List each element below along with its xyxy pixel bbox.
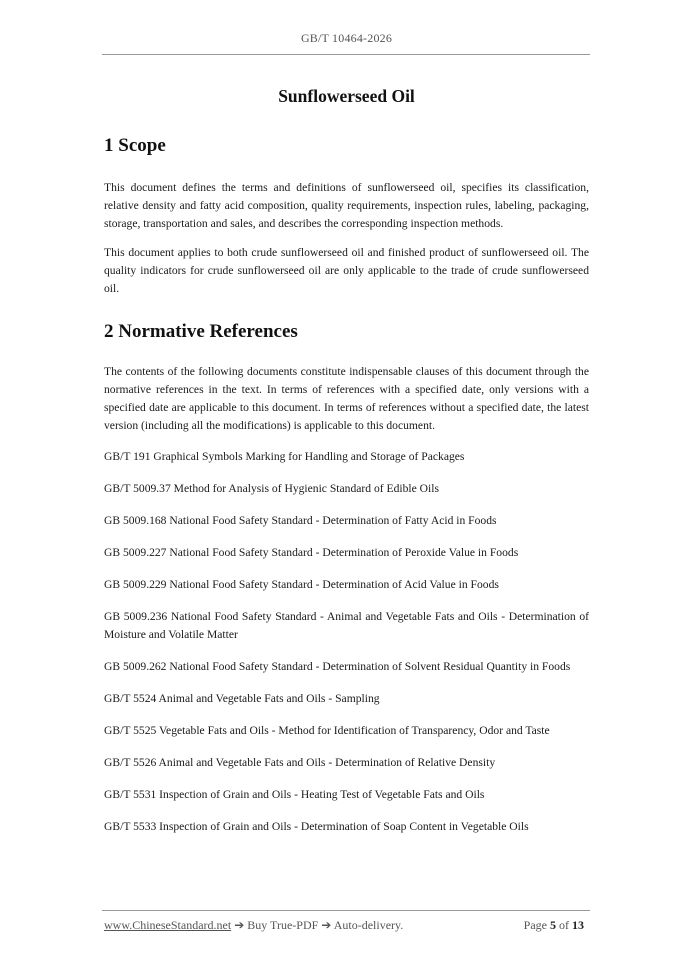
reference-item: GB/T 5525 Vegetable Fats and Oils - Method for Identification of Transparency, Odor and Taste	[104, 724, 550, 737]
scope-paragraph: This document defines the terms and definitions of sunflowerseed oil, specifies its classification, relative density and fatty acid composition, quality requirements, inspection rules, labeling, packaging, storage, transportation and sales, and describes the corresponding inspection methods.	[104, 181, 589, 230]
page-total: 13	[572, 918, 584, 932]
scope-paragraph: This document applies to both crude sunflowerseed oil and finished product of sunflowerseed oil. The quality indicators for crude sunflowerseed oil are only applicable to the trade of crude sunflowerseed oil.	[104, 246, 589, 295]
footer-divider	[102, 910, 590, 911]
site-link[interactable]: www.ChineseStandard.net	[104, 918, 232, 932]
reference-item: GB 5009.229 National Food Safety Standard - Determination of Acid Value in Foods	[104, 578, 499, 591]
reference-item: GB 5009.262 National Food Safety Standard - Determination of Solvent Residual Quantity in Foods	[104, 660, 571, 673]
of-label: of	[559, 918, 569, 932]
arrow-right-icon: ➔	[321, 918, 332, 932]
reference-item: GB/T 5531 Inspection of Grain and Oils - Heating Test of Vegetable Fats and Oils	[104, 788, 485, 801]
reference-item: GB 5009.168 National Food Safety Standard - Determination of Fatty Acid in Foods	[104, 514, 497, 527]
reference-list	[104, 448, 589, 836]
normative-intro-paragraph: The contents of the following documents constitute indispensable clauses of this document through the normative references in the text. In terms of references with a specified date, only versions with a specified date are applicable to this document. In terms of references without a specified date, the latest version (including all the modifications) is applicable to this document.	[104, 365, 589, 432]
footer-promo	[104, 918, 403, 933]
arrow-right-icon: ➔	[234, 918, 245, 932]
document-body	[104, 134, 589, 836]
reference-item: GB/T 5009.37 Method for Analysis of Hygienic Standard of Edible Oils	[104, 482, 440, 495]
header-divider	[102, 54, 590, 55]
header-doc-code: GB/T 10464-2026	[300, 31, 393, 45]
page-label: Page	[523, 918, 547, 932]
reference-item: GB/T 5526 Animal and Vegetable Fats and Oils - Determination of Relative Density	[104, 756, 496, 769]
reference-item: GB 5009.236 National Food Safety Standard - Animal and Vegetable Fats and Oils - Determination of Moisture and Volatile Matter	[104, 610, 589, 641]
section-heading-normative-references: 2 Normative References	[104, 321, 298, 342]
buy-pdf-text: Buy True-PDF	[247, 918, 319, 932]
reference-item: GB/T 191 Graphical Symbols Marking for Handling and Storage of Packages	[104, 450, 465, 463]
section-heading-scope: 1 Scope	[104, 135, 166, 156]
page-number	[524, 918, 584, 933]
reference-item: GB 5009.227 National Food Safety Standard - Determination of Peroxide Value in Foods	[104, 546, 519, 559]
reference-item: GB/T 5524 Animal and Vegetable Fats and Oils - Sampling	[104, 692, 380, 705]
auto-delivery-text: Auto-delivery.	[333, 918, 404, 932]
reference-item: GB/T 5533 Inspection of Grain and Oils - Determination of Soap Content in Vegetable Oils	[104, 820, 529, 833]
document-title: Sunflowerseed Oil	[278, 86, 415, 106]
page-current: 5	[550, 918, 556, 932]
